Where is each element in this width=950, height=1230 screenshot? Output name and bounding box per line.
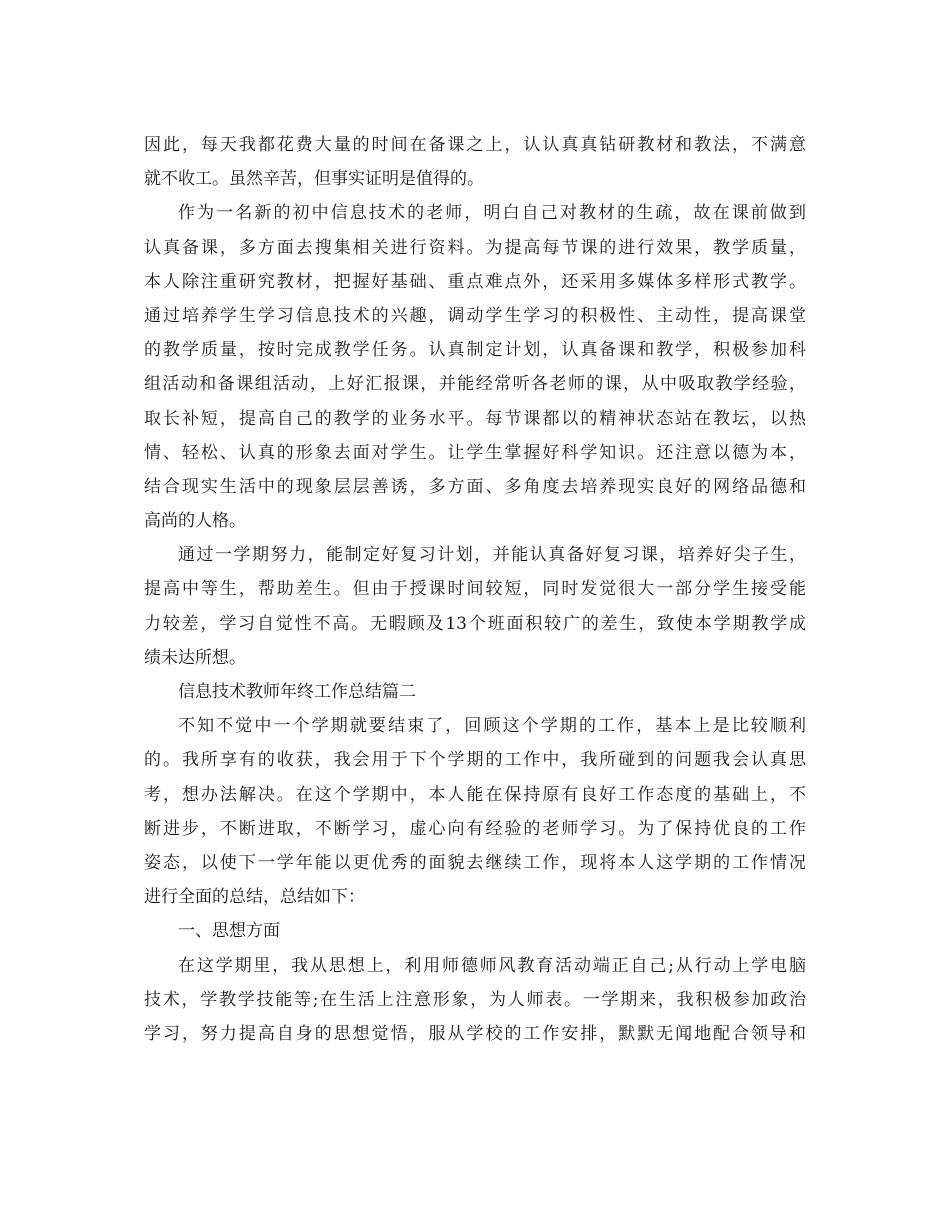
text-line: 取长补短，提高自己的教学的业务水平。每节课都以的精神状态站在教坛，以热 bbox=[144, 408, 806, 429]
text-line: 高尚的人格。 bbox=[144, 511, 246, 532]
text-line: 的教学质量，按时完成教学任务。认真制定计划，认真备课和教学，积极参加科 bbox=[144, 340, 806, 361]
text-line: 力较差，学习自觉性不高。无暇顾及13个班面积较广的差生，致使本学期教学成 bbox=[144, 613, 806, 634]
text-line: 作为一名新的初中信息技术的老师，明白自己对教材的生疏，故在课前做到 bbox=[178, 203, 806, 224]
text-line: 组活动和备课组活动，上好汇报课，并能经常听各老师的课，从中吸取教学经验， bbox=[144, 374, 806, 395]
text-line: 就不收工。虽然辛苦，但事实证明是值得的。 bbox=[144, 169, 484, 190]
text-line: 信息技术教师年终工作总结篇二 bbox=[178, 682, 416, 702]
text-line: 的。我所享有的收获，我会用于下个学期的工作中，我所碰到的问题我会认真思 bbox=[144, 750, 806, 771]
text-line: 技术，学教学技能等;在生活上注意形象，为人师表。一学期来，我积极参加政治 bbox=[144, 989, 806, 1010]
text-line: 学习，努力提高自身的思想觉悟，服从学校的工作安排，默默无闻地配合领导和 bbox=[144, 1023, 806, 1044]
text-line: 一、思想方面 bbox=[178, 921, 280, 942]
text-line: 进行全面的总结，总结如下： bbox=[144, 887, 365, 908]
text-line: 不知不觉中一个学期就要结束了，回顾这个学期的工作，基本上是比较顺利 bbox=[178, 716, 806, 737]
text-line: 结合现实生活中的现象层层善诱，多方面、多角度去培养现实良好的网络品德和 bbox=[144, 476, 806, 497]
text-line: 在这学期里，我从思想上，利用师德师风教育活动端正自己;从行动上学电脑 bbox=[178, 955, 806, 976]
text-line: 断进步，不断进取，不断学习，虚心向有经验的老师学习。为了保持优良的工作 bbox=[144, 818, 806, 839]
text-line: 提高中等生，帮助差生。但由于授课时间较短，同时发觉很大一部分学生接受能 bbox=[144, 579, 806, 600]
text-line: 通过一学期努力，能制定好复习计划，并能认真备好复习课，培养好尖子生， bbox=[178, 545, 806, 566]
text-line: 通过培养学生学习信息技术的兴趣，调动学生学习的积极性、主动性，提高课堂 bbox=[144, 305, 806, 326]
document-body bbox=[144, 128, 806, 1051]
text-line: 情、轻松、认真的形象去面对学生。让学生掌握好科学知识。还注意以德为本， bbox=[144, 442, 806, 463]
text-line: 因此，每天我都花费大量的时间在备课之上，认认真真钻研教材和教法，不满意 bbox=[144, 135, 806, 155]
text-line: 姿态，以使下一学年能以更优秀的面貌去继续工作，现将本人这学期的工作情况 bbox=[144, 852, 806, 873]
text-line: 绩未达所想。 bbox=[144, 647, 246, 668]
text-line: 本人除注重研究教材，把握好基础、重点难点外，还采用多媒体多样形式教学。 bbox=[144, 271, 806, 292]
text-line: 考，想办法解决。在这个学期中，本人能在保持原有良好工作态度的基础上，不 bbox=[144, 784, 806, 805]
text-line: 认真备课，多方面去搜集相关进行资料。为提高每节课的进行效果，教学质量， bbox=[144, 237, 806, 258]
